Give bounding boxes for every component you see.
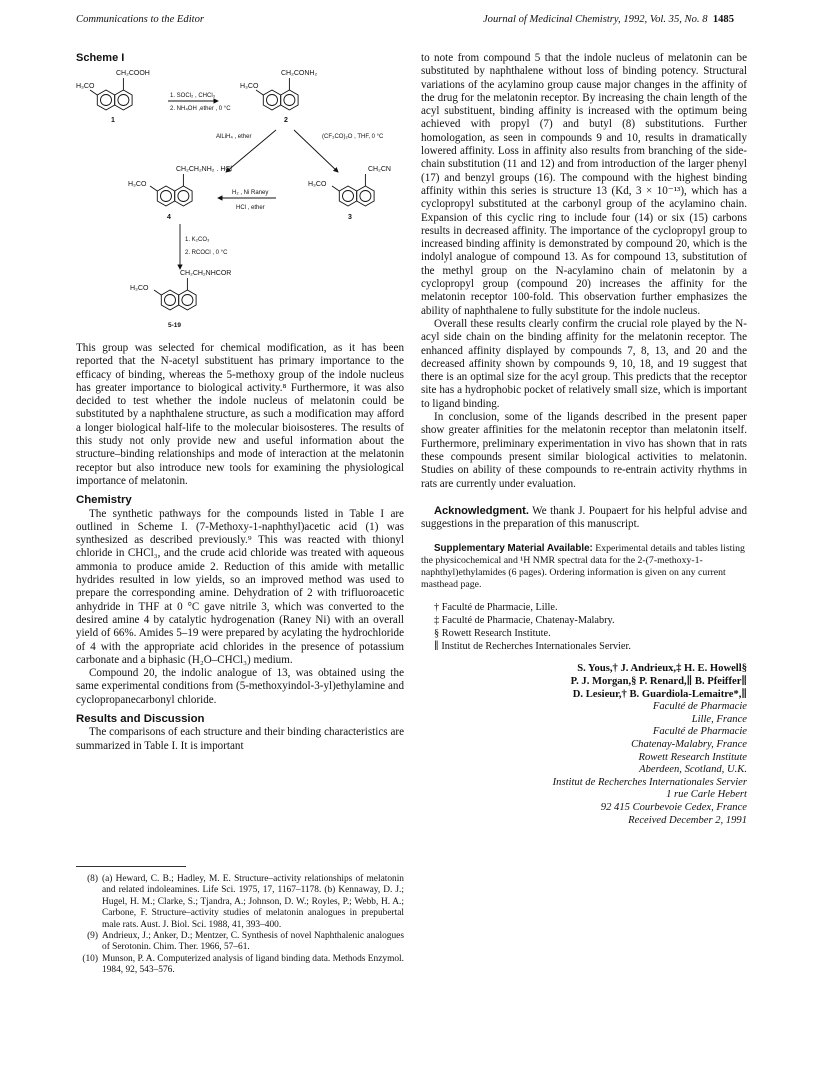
affiliation-notes — [421, 601, 747, 654]
author-list — [421, 663, 747, 701]
intro-paragraph: This group was selected for chemical modification, as it has been reported that the N-acetyl substituent has primary importance to the efficacy of binding, whereas the 5-methoxy group of the indole nucleus has greater importance to biological activity.⁸ Furthermore, it was also decided to test whether the indole nucleus of melatonin could be substituted by a naphthalene structure, as such a modification may afford a longer biological half-life to the molecular bioisosteres. The results of this study not only provide new and useful information about the structure–binding relationships and mode of interaction at the melatonin receptor but also introduce new tools for examining the physiological importance of melatonin. — [76, 342, 404, 487]
reference-number: (10) — [82, 953, 98, 964]
reaction-scheme — [76, 64, 406, 332]
address-line: Chatenay-Malabry, France — [631, 738, 747, 750]
address-line: Lille, France — [691, 713, 747, 725]
supplementary-text: Experimental details and tables listing the physicochemical and ¹H NMR spectral data for the 2-(7-methoxy-1-naphthyl)ethylamides (6 pages). Ordering information is given on any current masthead page. — [421, 543, 745, 590]
supplementary-material — [421, 543, 747, 590]
compound-2-structure — [256, 78, 298, 110]
author-line: S. Yous,† J. Andrieux,‡ H. E. Howell§ — [577, 663, 747, 675]
results-heading: Results and Discussion — [76, 713, 205, 726]
compound-5-19-number: 5-19 — [168, 322, 182, 329]
affiliation-note: † Faculté de Pharmacie, Lille. — [434, 601, 558, 613]
hydrogenation-reagent: H₂ , Ni Raney — [232, 190, 269, 196]
author-line: P. J. Morgan,§ P. Renard,∥ B. Pfeiffer∥ — [570, 675, 747, 687]
journal-name: Journal of Medicinal Chemistry, — [482, 14, 621, 25]
reference-number: (9) — [87, 931, 98, 942]
results-paragraph-2: to note from compound 5 that the indole nucleus of melatonin can be substituted by naphthalene without loss of binding potency. Structural variations of the acylamino group cause major changes in the affinity of the drug for the melatonin receptor. By increasing the chain length of the acyl substituent, binding affinity is increased with the optimum being achieved with propyl (7) and butyl (8) substitutions. Further homologation, as seen in compounds 9 and 10, results in dramatically lowered affinity. Loss in affinity also results from branching of the side-chain substitution (11 and 12) and from introduction of the larger phenyl (17) and benzyl groups (16). The compound with the highest binding affinity within this series is structure 13 (Kd, 3 × 10⁻¹³), which has a cyclopropyl substituted at the carbonyl group of the acylamino chain. Expansion of this cyclic ring to include four (14) or six (15) carbons results in decreased affinity. The importance of the cyclopropyl group to increased binding affinity is demonstrated by compound 20, which is the indolyl analogue of compound 13. As for compound 13, substitution of the methyl group on the N-acylamino chain of melatonin by a cyclopropyl group (compound 20) increases the affinity for the melatonin receptor 100-fold. This observation further emphasizes the ability of naphthalene to fully substitute for the indole nucleus. — [421, 52, 747, 317]
address-line: 1 rue Carle Hebert — [666, 789, 747, 801]
reference-item — [76, 874, 404, 931]
address-line: Faculté de Pharmacie — [652, 701, 747, 713]
step-1a-reagent: 1. SOCl₂ , CHCl₃ — [170, 93, 216, 99]
address-line: Faculté de Pharmacie — [652, 726, 747, 738]
page-number: 1485 — [712, 14, 734, 25]
compound-1-sidechain: CH₂COOH — [116, 70, 150, 77]
affiliation-note: § Rowett Research Institute. — [434, 627, 551, 639]
compound-1-number: 1 — [111, 117, 115, 124]
acknowledgment-text: We thank J. Poupaert for his helpful advise and suggestions in the preparation of this manuscript. — [421, 504, 747, 531]
scheme-title: Scheme I — [76, 52, 125, 64]
lialh4-reagent: AlLiH₄ , ether — [216, 134, 252, 140]
reference-text: Andrieux, J.; Anker, D.; Mentzer, C. Synthesis of novel Naphthalenic analogues of Serotonin. Chim. Ther. 1966, 57–61. — [102, 931, 404, 953]
compound-4-structure — [150, 174, 192, 206]
compound-2-h3co: H₃CO — [240, 83, 259, 90]
compound-3-sidechain: CH₂CN — [368, 166, 391, 173]
tfaa-reagent: (CF₃CO)₂O , THF, 0 °C — [322, 134, 384, 140]
results-paragraph-3: Overall these results clearly confirm the crucial role played by the N-acyl side chain on the binding affinity for the melatonin receptor. The enhanced affinity displayed by compounds 7, 8, 13, and 20 and the decreased affinity shown by compounds 9, 10, 18, and 19 suggest that there is an optimal size for the acyl group. This predicts that the receptor site has a hydrophobic pocket of relatively small size, which is important to ligand binding. — [421, 317, 747, 410]
running-header-left: Communications to the Editor — [76, 14, 205, 25]
chemistry-heading: Chemistry — [76, 494, 132, 507]
results-paragraph-1: The comparisons of each structure and their binding characteristics are summarized in Table I. It is important — [76, 726, 404, 752]
compound-3-structure — [332, 174, 374, 206]
reference-text: Munson, P. A. Computerized analysis of ligand binding data. Methods Enzymol. 1984, 92, 543–576. — [102, 953, 404, 976]
affiliation-note: ∥ Institut de Recherches Internationales Servier. — [434, 641, 631, 653]
compound-1-h3co: H₃CO — [76, 83, 95, 90]
address-line: Rowett Research Institute — [638, 751, 747, 763]
left-column — [76, 342, 404, 753]
author-addresses — [421, 701, 747, 827]
references-list — [76, 874, 404, 977]
compound-5-19-sidechain: CH₂CH₂NHCOR — [180, 270, 232, 277]
rcocl-reagent: 2. RCOCl , 0 °C — [185, 250, 228, 256]
k2co3-reagent: 1. K₂CO₃ — [185, 237, 210, 243]
chemistry-paragraph-1: The synthetic pathways for the compounds listed in Table I are outlined in Scheme I. (7-Methoxy-1-naphthyl)acetic acid (1) was synthesized as described previously.⁹ This was reacted with thionyl chloride in CHCl₃, and the crude acid chloride was treated with aqueous ammonia to produce amide 2. Reduction of this amide with metallic hydrides resulted in low yields, so an improved method was used to prepare the corresponding amine. Dehydration of 2 with trifluoroacetic anhydride in THF at 0 °C gave nitrile 3, which was converted to the desired amine 4 by catalytic hydrogenation (Raney Ni) with an overall yield of 66%. Amides 5–19 were prepared by acylating the hydrochloride of 4 with the appropriate acid chlorides in the presence of potassium carbonate and a biphasic (H₂O–CHCl₃) medium. — [76, 507, 404, 666]
address-line: 92 415 Courbevoie Cedex, France — [600, 801, 747, 813]
compound-4-number: 4 — [167, 214, 171, 221]
journal-volume: 1992, Vol. 35, No. 8 — [623, 14, 708, 25]
footnote-rule — [76, 866, 186, 867]
supplementary-heading: Supplementary Material Available: — [434, 543, 593, 555]
address-line: Institut de Recherches Internationales Servier — [552, 776, 747, 788]
compound-4-sidechain: CH₂CH₂NH₂ . HCl — [176, 166, 232, 173]
reference-item — [76, 954, 404, 977]
affiliation-note: ‡ Faculté de Pharmacie, Chatenay-Malabry. — [434, 614, 615, 626]
compound-1-structure — [90, 78, 132, 110]
hcl-ether-reagent: HCl , ether — [236, 205, 265, 211]
compound-3-number: 3 — [348, 214, 352, 221]
reference-item — [76, 931, 404, 954]
compound-5-19-h3co: H₃CO — [130, 285, 149, 292]
running-header-right — [483, 14, 734, 25]
conclusion-paragraph: In conclusion, some of the ligands described in the present paper show greater affinities for the melatonin receptor than melatonin itself. Furthermore, preliminary experimentation in vivo has shown that in rats these compounds present similar biological activities to melatonin. Studies on ability of these compounds to re-entrain activity rhythms in rats are currently under evaluation. — [421, 411, 747, 490]
received-date: Received December 2, 1991 — [628, 814, 747, 826]
compound-4-h3co: H₃CO — [128, 181, 147, 188]
acknowledgment-paragraph — [421, 505, 747, 532]
compound-2-sidechain: CH₂CONH₂ — [281, 70, 318, 77]
right-column — [421, 52, 747, 827]
step-1b-reagent: 2. NH₄OH ,ether , 0 °C — [170, 106, 231, 112]
address-line: Aberdeen, Scotland, U.K. — [639, 764, 747, 776]
reference-number: (8) — [87, 874, 98, 884]
reference-text: (a) Heward, C. B.; Hadley, M. E. Structure–activity relationships of melatonin and related indoleamines. Life Sci. 1975, 17, 1167–1178. (b) Kennaway, D. J.; Hugel, H. M.; Clarke, S.; Tjandra, A.; Johnson, D. W.; Royles, P.; Webb, H. A.; Carbone, F. Structure–activity studies of melatonin analogues in prepubertal male rats. Aust. J. Biol. Sci. 1988, 41, 393–400. — [102, 874, 404, 930]
author-line: D. Lesieur,† B. Guardiola-Lemaitre*,∥ — [572, 688, 747, 700]
compound-5-19-structure — [154, 278, 196, 310]
acknowledgment-heading: Acknowledgment. — [434, 504, 529, 517]
compound-3-h3co: H₃CO — [308, 181, 327, 188]
chemistry-paragraph-2: Compound 20, the indolic analogue of 13, was obtained using the same experimental conditions from (5-methoxyindol-3-yl)ethylamine and cyclopropanecarbonyl chloride. — [76, 667, 404, 706]
compound-2-number: 2 — [284, 117, 288, 124]
